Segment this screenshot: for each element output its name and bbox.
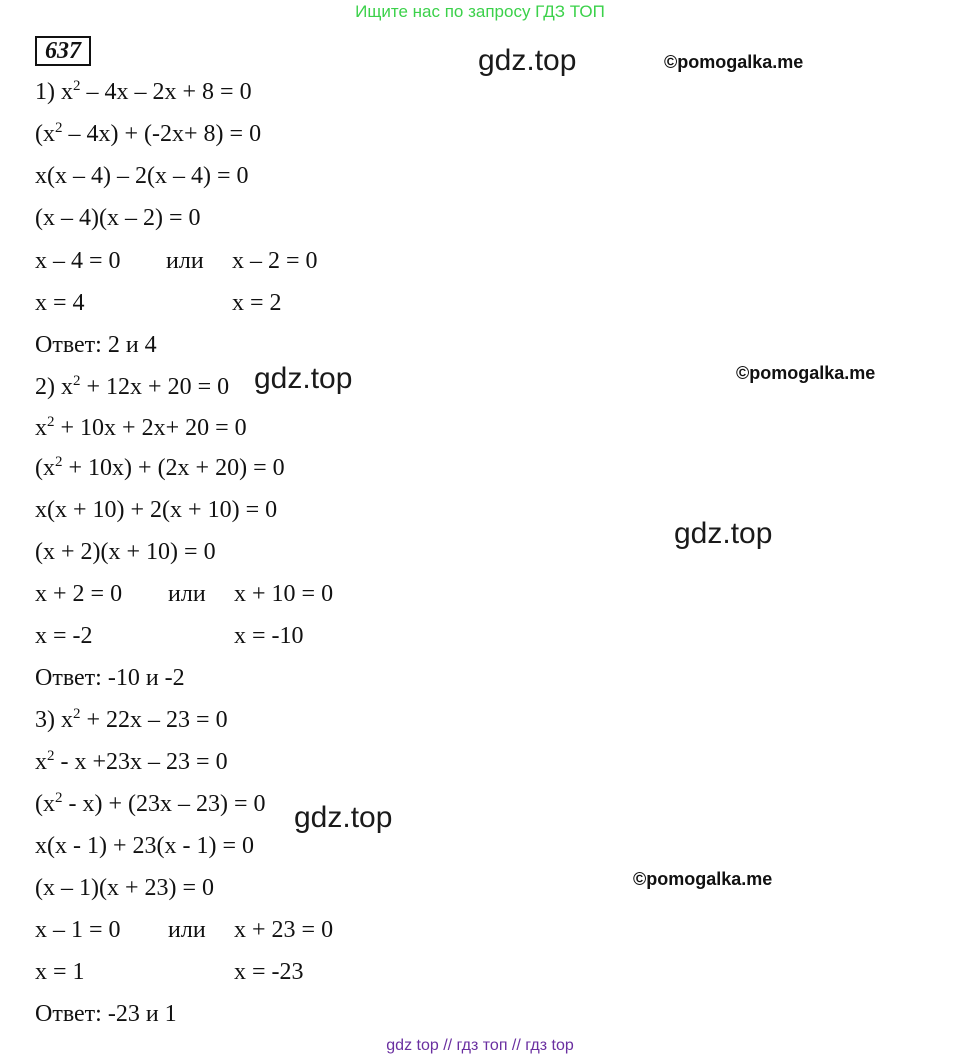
task-number: 637 [35, 36, 91, 66]
top-banner: Ищите нас по запросу ГДЗ ТОП [355, 2, 605, 21]
equation-line: x(x - 1) + 23(x - 1) = 0 [35, 833, 255, 859]
or-word: или [168, 917, 206, 943]
equation-line: x = 2 [232, 290, 282, 316]
equation-line: x(x – 4) – 2(x – 4) = 0 [35, 163, 249, 189]
watermark-gdz: gdz.top [294, 801, 393, 834]
watermark-pomogalka: ©pomogalka.me [633, 869, 773, 889]
equation-line: 2) $x^2 + 12x + 20 = 0$ [35, 373, 230, 400]
footer-links[interactable]: gdz top // гдз топ // гдз top [386, 1037, 574, 1054]
equation-line: x = -23 [234, 959, 304, 985]
equation-line: x = 1 [35, 959, 85, 985]
equation-line: x – 4 = 0 [35, 248, 121, 274]
answer-line: Ответ: -10 и -2 [35, 665, 185, 691]
equation-line: x – 2 = 0 [232, 248, 318, 274]
equation-line: (x – 4)(x – 2) = 0 [35, 205, 201, 231]
equation-line: $x^2 - x +23x - 23 = 0$ [35, 748, 228, 775]
equation-line: 3) $x^2 + 22x - 23 = 0$ [35, 706, 228, 733]
equation-line: x + 10 = 0 [234, 581, 334, 607]
watermark-gdz: gdz.top [254, 362, 353, 395]
answer-line: Ответ: -23 и 1 [35, 1001, 177, 1027]
equation-line: x = 4 [35, 290, 85, 316]
watermark-pomogalka: ©pomogalka.me [736, 363, 876, 383]
equation-line: x + 2 = 0 [35, 581, 123, 607]
equation-line: $(x^2 + 10x) + (2x + 20) = 0$ [35, 454, 285, 481]
answer-line: Ответ: 2 и 4 [35, 332, 157, 358]
equation-line: 1) $x^2 - 4x - 2x + 8 = 0$ [35, 78, 252, 105]
watermark-gdz: gdz.top [478, 44, 577, 77]
equation-line: x = -2 [35, 623, 93, 649]
equation-line: x = -10 [234, 623, 304, 649]
equation-line: (x + 2)(x + 10) = 0 [35, 539, 216, 565]
equation-line: x – 1 = 0 [35, 917, 121, 943]
or-word: или [168, 581, 206, 607]
equation-line: x + 23 = 0 [234, 917, 334, 943]
equation-line: $x^2 + 10x + 2x+ 20 = 0$ [35, 414, 247, 441]
watermark-gdz: gdz.top [674, 517, 773, 550]
or-word: или [166, 248, 204, 274]
equation-line: (x – 1)(x + 23) = 0 [35, 875, 215, 901]
watermark-pomogalka: ©pomogalka.me [664, 52, 804, 72]
equation-line: $(x^2 - 4x) + (-2x+ 8) = 0$ [35, 120, 262, 147]
equation-line: x(x + 10) + 2(x + 10) = 0 [35, 497, 278, 523]
equation-line: $(x^2 - x) + (23x - 23) = 0$ [35, 790, 266, 817]
